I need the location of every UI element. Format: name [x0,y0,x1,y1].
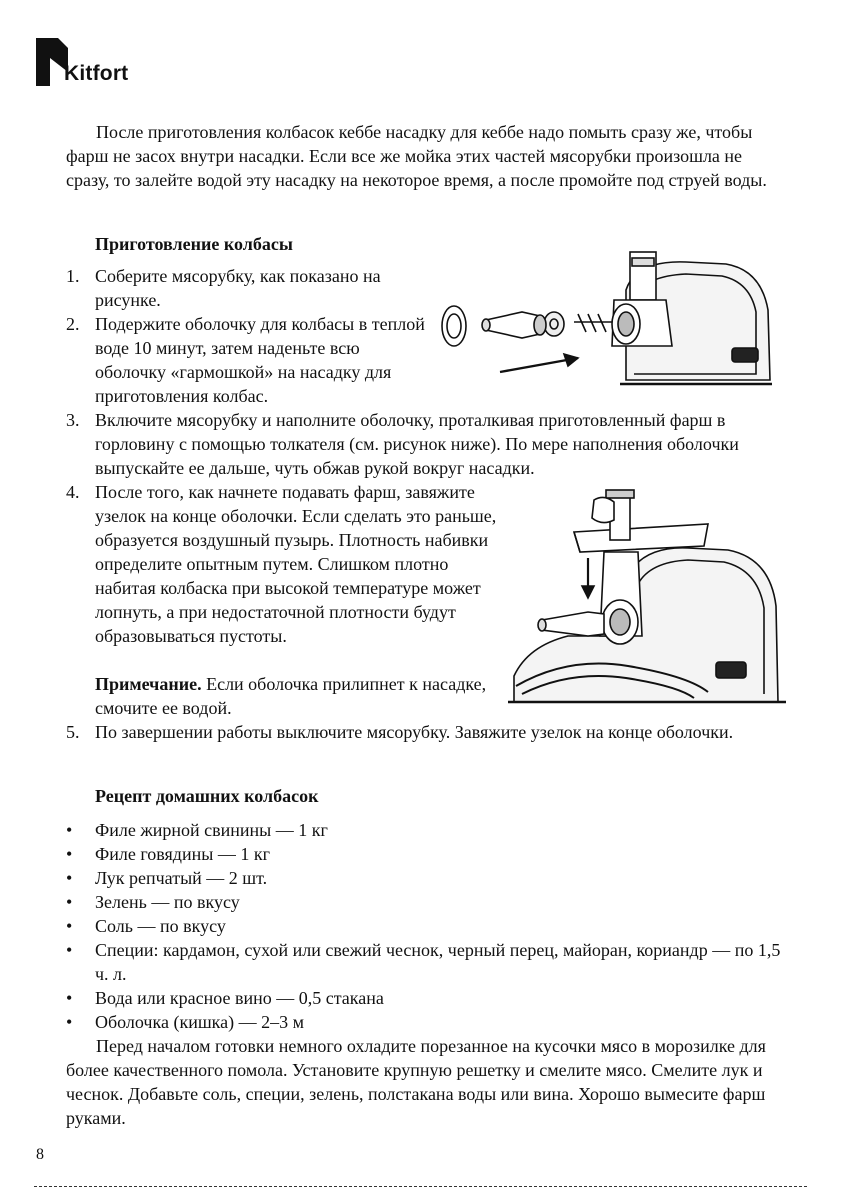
bullet: • [66,820,73,840]
note-paragraph [95,672,495,720]
ingredient-item: Филе жирной свинины — 1 кг [95,820,328,840]
list-item: Подержите оболочку для колбасы в теплой воде 10 минут, затем наденьте всю оболочку «гармошкой» на насадку для приготовления колбас. [95,314,425,406]
list-item: Соберите мясорубку, как показано на рисунке. [95,266,381,310]
ingredient-item: Лук репчатый — 2 шт. [95,868,268,888]
item-number: 4. [66,482,80,502]
section-title-recipe: Рецепт домашних колбасок [95,786,319,806]
item-number: 1. [66,266,80,286]
closing-paragraph: Перед началом готовки немного охладите порезанное на кусочки мясо в морозилке для более качественного помола. Установите крупную решетку и смелите мясо. Смелите лук и чеснок. Добавьте соль, специи, зелень, полстакана воды или вина. Хорошо вымесите фарш руками. [66,1036,766,1128]
footer-divider [34,1186,807,1187]
bullet: • [66,844,73,864]
bullet: • [66,1012,73,1032]
item-number: 2. [66,314,80,334]
bullet: • [66,940,73,960]
ingredient-item: Специи: кардамон, сухой или свежий чеснок, черный перец, майоран, кориандр — по 1,5 ч. л. [95,940,781,984]
list-item: По завершении работы выключите мясорубку. Завяжите узелок на конце оболочки. [95,722,734,742]
sausage-stuffing-figure [508,486,786,714]
ingredient-item: Филе говядины — 1 кг [95,844,270,864]
ingredient-item: Соль — по вкусу [95,916,226,936]
list-item: Включите мясорубку и наполните оболочку, проталкивая приготовленный фарш в горловину с помощью толкателя (см. рисунок ниже). По мере наполнения оболочки выпускайте ее дальше, чуть обжав рукой вокруг насадки. [95,410,739,478]
page-number: 8 [36,1146,44,1163]
list-item: После того, как начнете подавать фарш, завяжите узелок на конце оболочки. Если сделать это раньше, образуется воздушный пузырь. Плотность набивки определите опытным путем. Слишком плотно набитая колбаска при высокой температуре может лопнуть, а при недостаточной плотности будут образовываться пустоты. [95,482,497,646]
intro-paragraph: После приготовления колбасок кеббе насадку для кеббе надо помыть сразу же, чтобы фарш не засох внутри насадки. Если все же мойка этих частей мясорубки произошла не сразу, то залейте водой эту насадку на некоторое время, а после промойте под струей воды. [66,122,767,190]
item-number: 5. [66,722,80,742]
ingredient-item: Оболочка (кишка) — 2–3 м [95,1012,305,1032]
bullet: • [66,892,73,912]
bullet: • [66,916,73,936]
ingredient-item: Вода или красное вино — 0,5 стакана [95,988,384,1008]
brand-logo-text: Kitfort [64,62,129,85]
note-label: Примечание. [95,674,202,694]
ingredient-item: Зелень — по вкусу [95,892,240,912]
bullet: • [66,988,73,1008]
note-text: Если оболочка прилипнет к насадке, смочите ее водой. [95,674,487,718]
section-title-sausage: Приготовление колбасы [95,234,293,254]
bullet: • [66,868,73,888]
grinder-assembly-figure [436,250,782,402]
item-number: 3. [66,410,80,430]
